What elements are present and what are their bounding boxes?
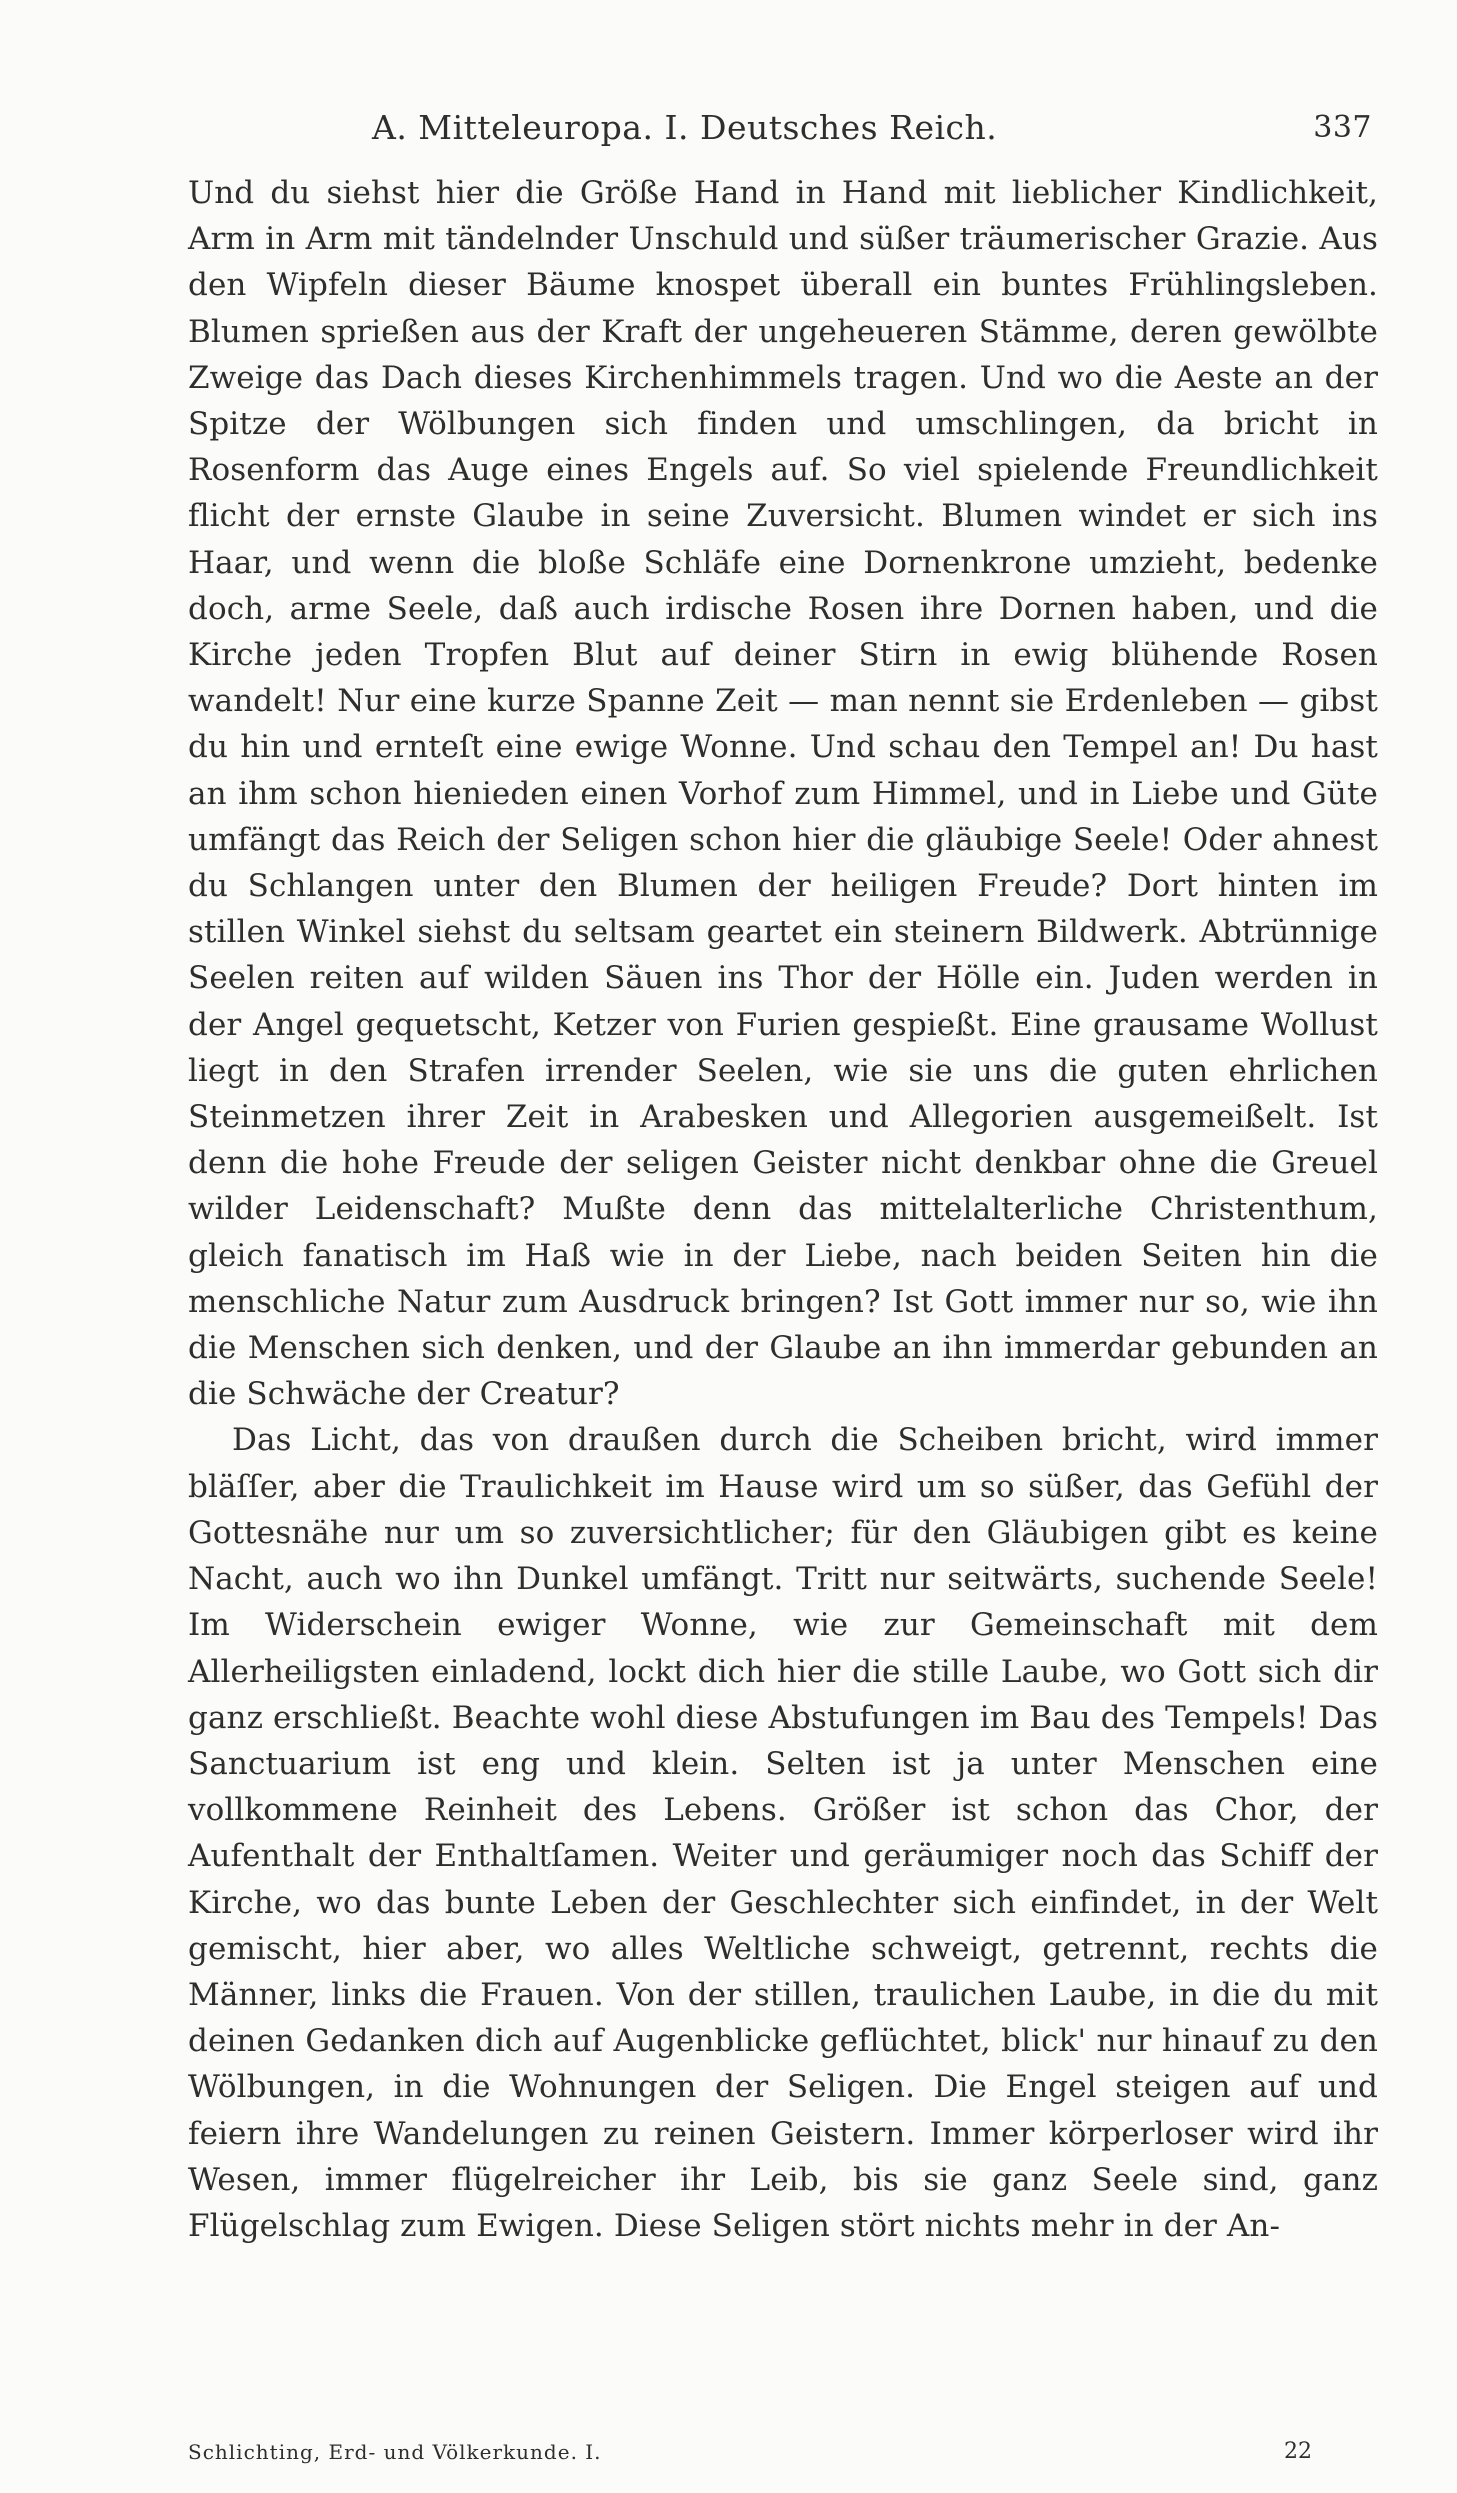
signature-line: Schlichting, Erd- und Völkerkunde. I. [188, 2440, 602, 2464]
body-text [188, 170, 1378, 2249]
running-title: A. Mitteleuropa. I. Deutsches Reich. [372, 108, 998, 147]
sheet-number: 22 [1284, 2439, 1312, 2464]
paragraph: Das Licht, das von draußen durch die Scheiben bricht, wird immer bläſſer, aber die Traulichkeit im Hause wird um so süßer, das Gefühl der Gottesnähe nur um so zuversichtlicher; für den Gläubigen gibt es keine Nacht, auch wo ihn Dunkel umfängt. Tritt nur seitwärts, suchende Seele! Im Widerschein ewiger Wonne, wie zur Gemeinschaft mit dem Allerheiligsten einladend, lockt dich hier die stille Laube, wo Gott sich dir ganz erschließt. Beachte wohl diese Abstufungen im Bau des Tempels! Das Sanctuarium ist eng und klein. Selten ist ja unter Menschen eine vollkommene Reinheit des Lebens. Größer ist schon das Chor, der Aufenthalt der Enthaltſamen. Weiter und geräumiger noch das Schiff der Kirche, wo das bunte Leben der Geschlechter sich einfindet, in der Welt gemischt, hier aber, wo alles Weltliche schweigt, getrennt, rechts die Männer, links die Frauen. Von der stillen, traulichen Laube, in die du mit deinen Gedanken dich auf Augenblicke geflüchtet, blick' nur hinauf zu den Wölbungen, in die Wohnungen der Seligen. Die Engel steigen auf und feiern ihre Wandelungen zu reinen Geistern. Immer körperloser wird ihr Wesen, immer flügelreicher ihr Leib, bis sie ganz Seele sind, ganz Flügelschlag zum Ewigen. Diese Seligen stört nichts mehr in der An- [188, 1422, 1378, 2244]
page-footer [188, 2437, 1378, 2467]
running-head [372, 108, 1372, 148]
paragraph: Und du siehst hier die Größe Hand in Hand mit lieblicher Kindlichkeit, Arm in Arm mit tändelnder Unschuld und süßer träumerischer Grazie. Aus den Wipfeln dieser Bäume knospet überall ein buntes Frühlingsleben. Blumen sprießen aus der Kraft der ungeheueren Stämme, deren gewölbte Zweige das Dach dieses Kirchenhimmels tragen. Und wo die Aeste an der Spitze der Wölbungen sich finden und umschlingen, da bricht in Rosenform das Auge eines Engels auf. So viel spielende Freundlichkeit flicht der ernste Glaube in seine Zuversicht. Blumen windet er sich ins Haar, und wenn die bloße Schläfe eine Dornenkrone umzieht, bedenke doch, arme Seele, daß auch irdische Rosen ihre Dornen haben, und die Kirche jeden Tropfen Blut auf deiner Stirn in ewig blühende Rosen wandelt! Nur eine kurze Spanne Zeit — man nennt sie Erdenleben — gibst du hin und ernteſt eine ewige Wonne. Und schau den Tempel an! Du hast an ihm schon hienieden einen Vorhof zum Himmel, und in Liebe und Güte umfängt das Reich der Seligen schon hier die gläubige Seele! Oder ahnest du Schlangen unter den Blumen der heiligen Freude? Dort hinten im stillen Winkel siehst du seltsam geartet ein steinern Bildwerk. Abtrünnige Seelen reiten auf wilden Säuen ins Thor der Hölle ein. Juden werden in der Angel gequetscht, Ketzer von Furien gespießt. Eine grausame Wollust liegt in den Strafen irrender Seelen, wie sie uns die guten ehrlichen Steinmetzen ihrer Zeit in Arabesken und Allegorien ausgemeißelt. Ist denn die hohe Freude der seligen Geister nicht denkbar ohne die Greuel wilder Leidenschaft? Mußte denn das mittelalterliche Christenthum, gleich fanatisch im Haß wie in der Liebe, nach beiden Seiten hin die menschliche Natur zum Ausdruck bringen? Ist Gott immer nur so, wie ihn die Menschen sich denken, und der Glaube an ihn immerdar gebunden an die Schwäche der Creatur? [188, 175, 1378, 1413]
page-number: 337 [1313, 110, 1372, 145]
